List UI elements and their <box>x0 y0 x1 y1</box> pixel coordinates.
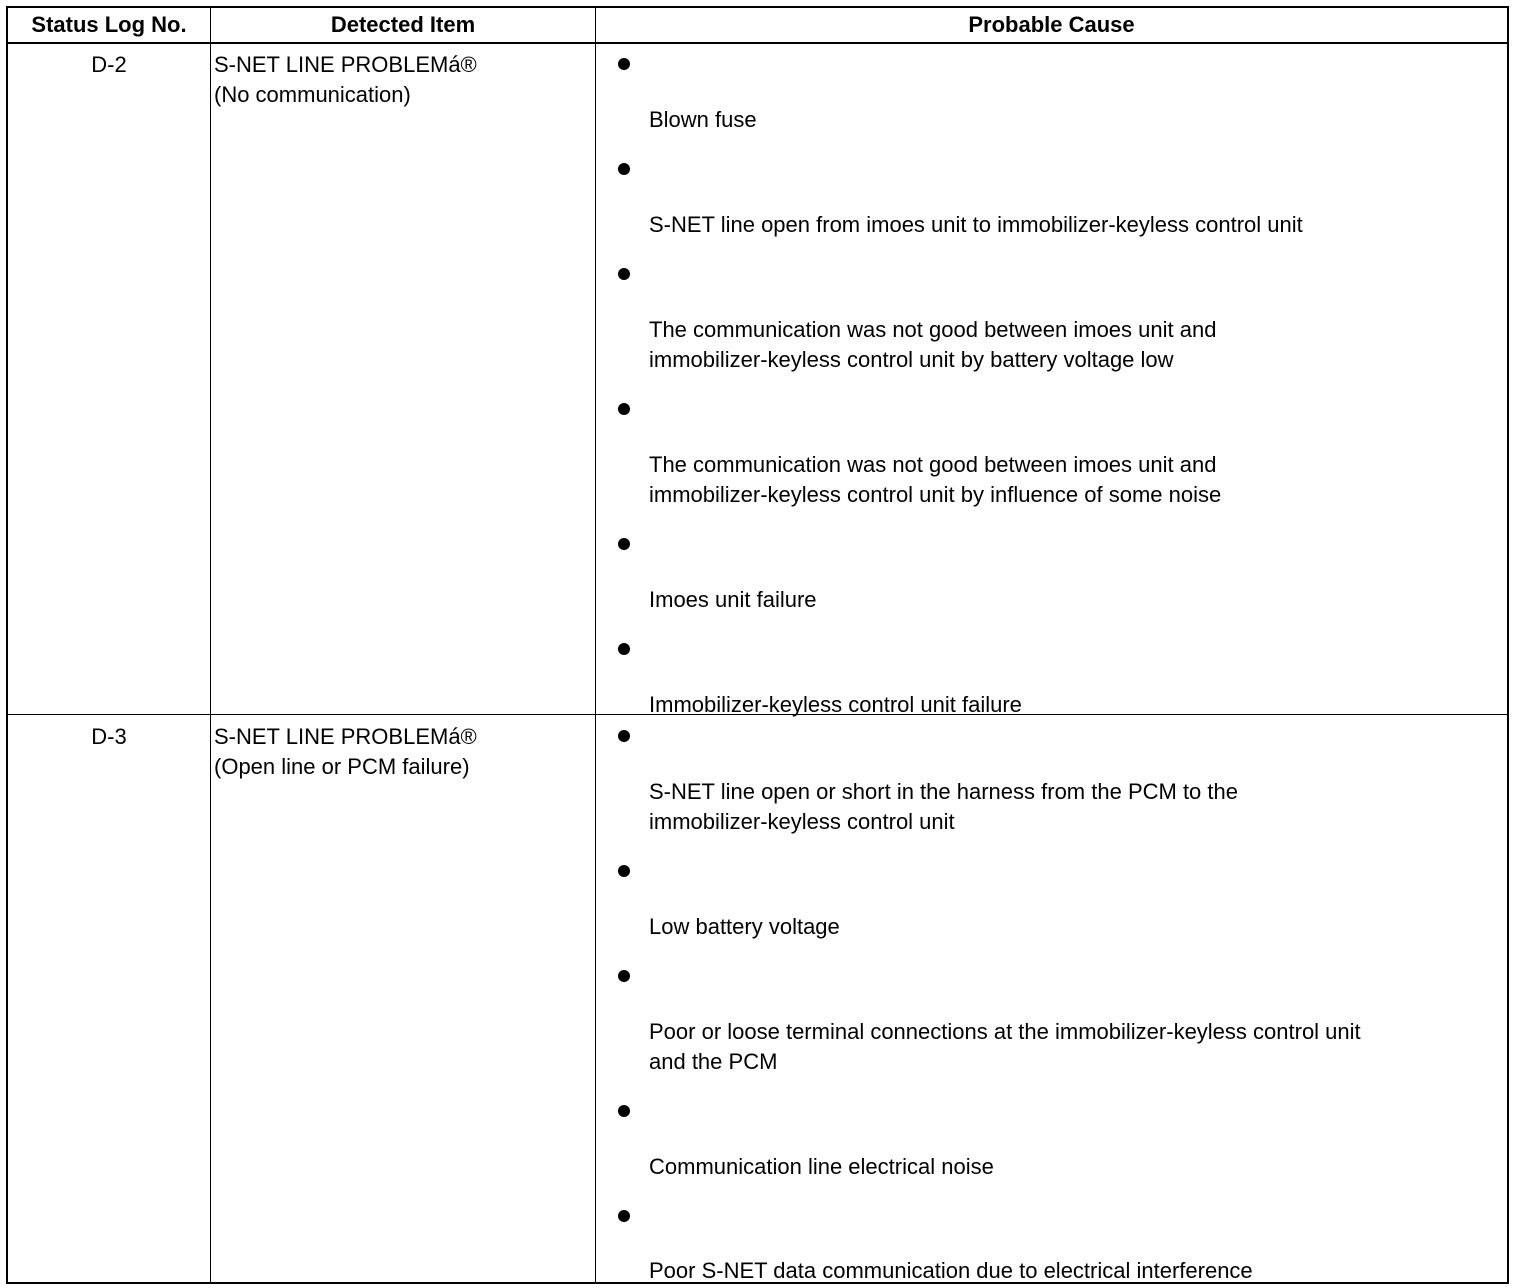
bullet-icon <box>618 1105 630 1117</box>
bullet-icon <box>618 970 630 982</box>
cause-text: and the PCM <box>649 1049 778 1074</box>
header-detected-item: Detected Item <box>330 12 476 37</box>
cause-text: Immobilizer-keyless control unit failure <box>649 692 1022 717</box>
cause-text: Imoes unit failure <box>649 587 817 612</box>
bullet-icon <box>618 865 630 877</box>
status-log-no: D-2 <box>91 52 127 77</box>
diagnostic-table <box>6 6 1509 1284</box>
bullet-icon <box>618 538 630 550</box>
bullet-icon <box>618 1210 630 1222</box>
cause-text: immobilizer-keyless control unit by influence of some noise <box>649 482 1222 507</box>
detected-item-line: (Open line or PCM failure) <box>214 754 470 779</box>
bullet-icon <box>618 268 630 280</box>
cause-text: Blown fuse <box>649 107 757 132</box>
cause-text: Communication line electrical noise <box>649 1154 994 1179</box>
bullet-icon <box>618 643 630 655</box>
row-divider <box>8 714 1507 715</box>
bullet-icon <box>618 730 630 742</box>
detected-item-line: (No communication) <box>214 82 411 107</box>
cause-text: The communication was not good between imoes unit and <box>649 317 1217 342</box>
cause-text: S-NET line open or short in the harness from the PCM to the <box>649 779 1238 804</box>
bullet-icon <box>618 58 630 70</box>
cause-text: Poor or loose terminal connections at the immobilizer-keyless control unit <box>649 1019 1361 1044</box>
cause-text: immobilizer-keyless control unit <box>649 809 955 834</box>
cause-text: immobilizer-keyless control unit by battery voltage low <box>649 347 1174 372</box>
cause-text: Low battery voltage <box>649 914 840 939</box>
status-log-no: D-3 <box>91 724 127 749</box>
detected-item-line: S-NET LINE PROBLEMá® <box>214 724 477 749</box>
column-divider <box>595 8 596 1282</box>
header-divider <box>8 42 1507 44</box>
header-status-log-no: Status Log No. <box>31 12 187 37</box>
cause-text: S-NET line open from imoes unit to immobilizer-keyless control unit <box>649 212 1303 237</box>
cause-text: The communication was not good between imoes unit and <box>649 452 1217 477</box>
header-probable-cause: Probable Cause <box>968 12 1135 37</box>
column-divider <box>210 8 211 1282</box>
cause-text: Poor S-NET data communication due to electrical interference <box>649 1258 1253 1283</box>
bullet-icon <box>618 163 630 175</box>
bullet-icon <box>618 403 630 415</box>
detected-item-line: S-NET LINE PROBLEMá® <box>214 52 477 77</box>
